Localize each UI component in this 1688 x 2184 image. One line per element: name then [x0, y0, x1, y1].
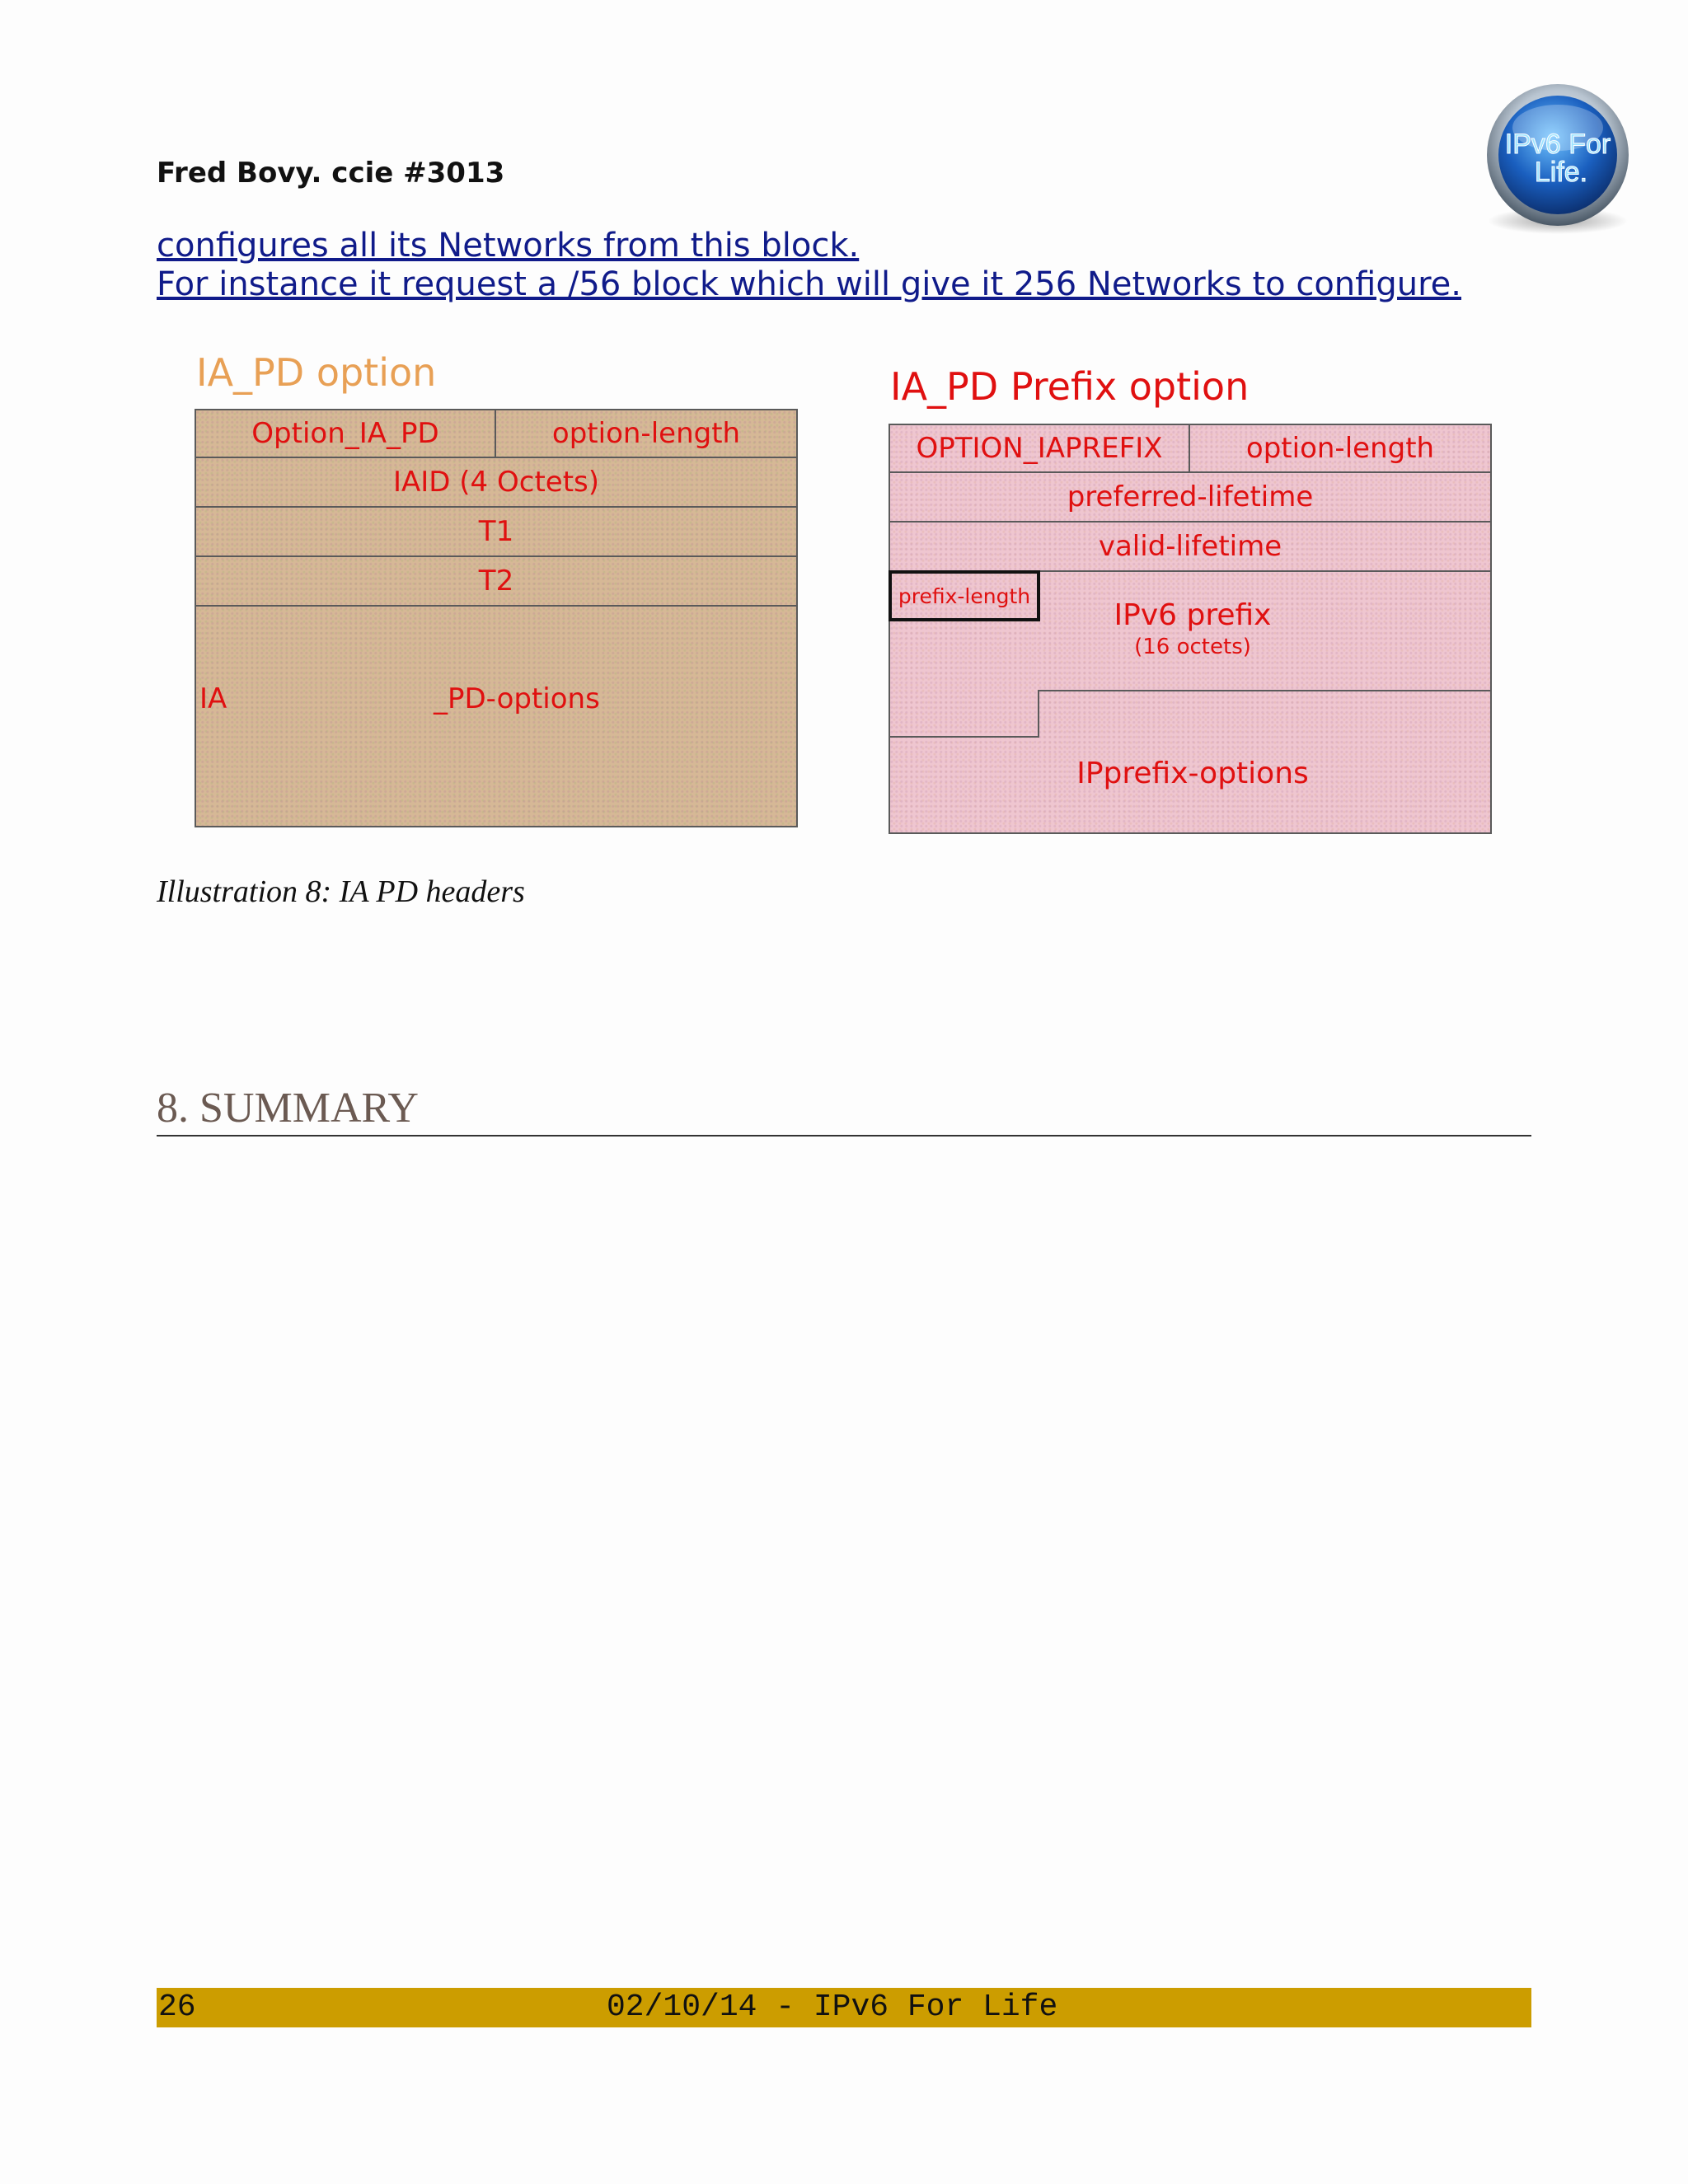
field-ia-pd-options-label-left: IA: [199, 682, 227, 715]
field-t2: [195, 555, 798, 607]
field-prefix-length: [889, 570, 1040, 621]
field-valid-lifetime-label: valid-lifetime: [1098, 530, 1282, 563]
ipv6-for-life-logo: [1475, 82, 1640, 247]
header-author: Fred Bovy. ccie #3013: [157, 157, 505, 190]
ia-pd-option-title: IA_PD option: [196, 350, 437, 395]
field-t1: [195, 506, 798, 557]
field-option-length-right: [1189, 424, 1492, 473]
body-link-line-2[interactable]: For instance it request a /56 block which will give it 256 Networks to configure.: [157, 265, 1461, 303]
field-iaid: [195, 457, 798, 508]
field-preferred-lifetime-label: preferred-lifetime: [1067, 480, 1314, 513]
field-ipv6-prefix-label: IPv6 prefix: [1114, 598, 1272, 632]
field-option-ia-pd: [195, 409, 496, 458]
section-heading: 8. SUMMARY: [157, 1085, 419, 1132]
field-t2-label: T2: [478, 565, 514, 598]
field-option-length-left-label: option-length: [551, 417, 741, 450]
field-prefix-length-label: prefix-length: [898, 583, 1031, 608]
field-option-length-left: [495, 409, 798, 458]
ia-pd-prefix-option-title: IA_PD Prefix option: [890, 364, 1250, 409]
field-ipv6-prefix-size: (16 octets): [1134, 635, 1251, 659]
field-t1-label: T1: [478, 515, 514, 548]
field-ipprefix-options-label: IPprefix-options: [1076, 757, 1309, 790]
field-option-length-right-label: option-length: [1245, 432, 1435, 465]
section-rule: [157, 1135, 1531, 1137]
field-ia-pd-options: [195, 605, 798, 827]
field-iaid-label: IAID (4 Octets): [392, 466, 600, 499]
field-preferred-lifetime: [889, 471, 1492, 523]
field-option-iaprefix: [889, 424, 1190, 473]
footer-page-number: 26: [158, 1990, 196, 2025]
figure-caption: Illustration 8: IA PD headers: [157, 874, 525, 909]
logo-text-line1: IPv6 For: [1504, 129, 1611, 160]
page-footer: [157, 1988, 1531, 2027]
footer-text: 02/10/14 - IPv6 For Life: [607, 1990, 1058, 2025]
field-ia-pd-options-label-right: _PD-options: [434, 682, 600, 715]
field-option-iaprefix-label: OPTION_IAPREFIX: [916, 432, 1163, 465]
body-link-line-1[interactable]: configures all its Networks from this block.: [157, 227, 860, 265]
field-valid-lifetime: [889, 521, 1492, 572]
logo-text-line2: Life.: [1534, 157, 1588, 188]
field-option-ia-pd-label: Option_IA_PD: [251, 417, 439, 450]
